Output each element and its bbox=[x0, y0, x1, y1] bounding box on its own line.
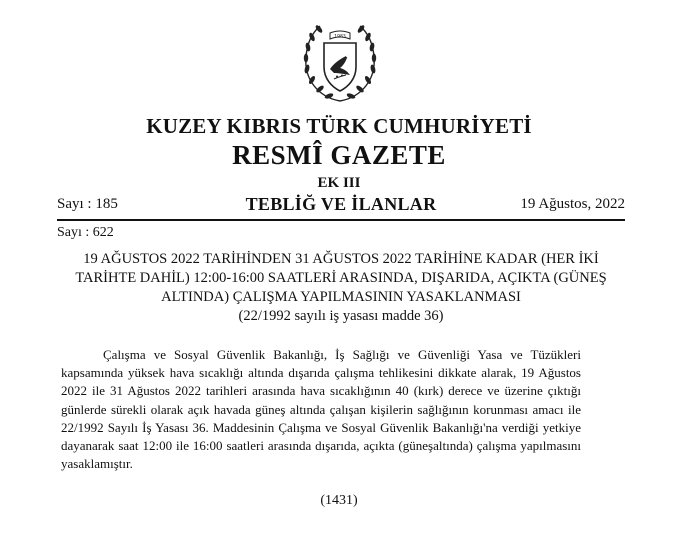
gazette-header-row bbox=[57, 194, 625, 216]
notice-title-line: 19 AĞUSTOS 2022 TARİHİNDEN 31 AĞUSTOS 2022 TARİHİNE KADAR (HER İKİ bbox=[83, 251, 599, 267]
publication-date: 19 Ağustos, 2022 bbox=[520, 196, 625, 212]
state-emblem-icon bbox=[300, 13, 380, 109]
page-number: (1431) bbox=[320, 493, 358, 508]
notice-number: Sayı : 622 bbox=[57, 225, 114, 240]
republic-name: KUZEY KIBRIS TÜRK CUMHURİYETİ bbox=[146, 114, 532, 138]
notice-title-line: ALTINDA) ÇALIŞMA YAPILMASININ YASAKLANMASI bbox=[161, 289, 521, 305]
notice-title-line: TARİHTE DAHİL) 12:00-16:00 SAATLERİ ARASINDA, DIŞARIDA, AÇIKTA (GÜNEŞ bbox=[75, 270, 607, 286]
annex-label: EK III bbox=[317, 175, 361, 191]
notice-title bbox=[46, 250, 636, 326]
gazette-title: RESMÎ GAZETE bbox=[232, 140, 446, 170]
notice-body: Çalışma ve Sosyal Güvenlik Bakanlığı, İş Sağlığı ve Güvenliği Yasa ve Tüzükleri kapsamında yüksek hava sıcaklığı altında dışarıda çalışma tehlikesini dikkate alarak, 19 Ağustos 2022 ile 31 Ağustos 2022 tarihleri arasında hava sıcaklığının 40 (kırk) derece ve üzerine çıktığı günlerde sürekli olarak açık havada güneş altında çalışan kişilerin sağlığının korunması amacı ile 22/1992 Sayılı İş Yasası 36. Maddesinin Çalışma ve Sosyal Güvenlik Bakanlığı'na verdiği yetkiye dayanarak saat 12:00 ile 16:00 saatleri arasında dışarıda, açıkta (güneşaltında) çalışma yapılmasını yasaklamıştır. bbox=[61, 347, 581, 472]
emblem-year: 1983 bbox=[334, 34, 346, 40]
section-title: TEBLİĞ VE İLANLAR bbox=[245, 194, 437, 214]
issue-number: Sayı : 185 bbox=[57, 196, 118, 212]
notice-subtitle: (22/1992 sayılı iş yasası madde 36) bbox=[238, 308, 444, 324]
header-divider bbox=[57, 219, 625, 221]
